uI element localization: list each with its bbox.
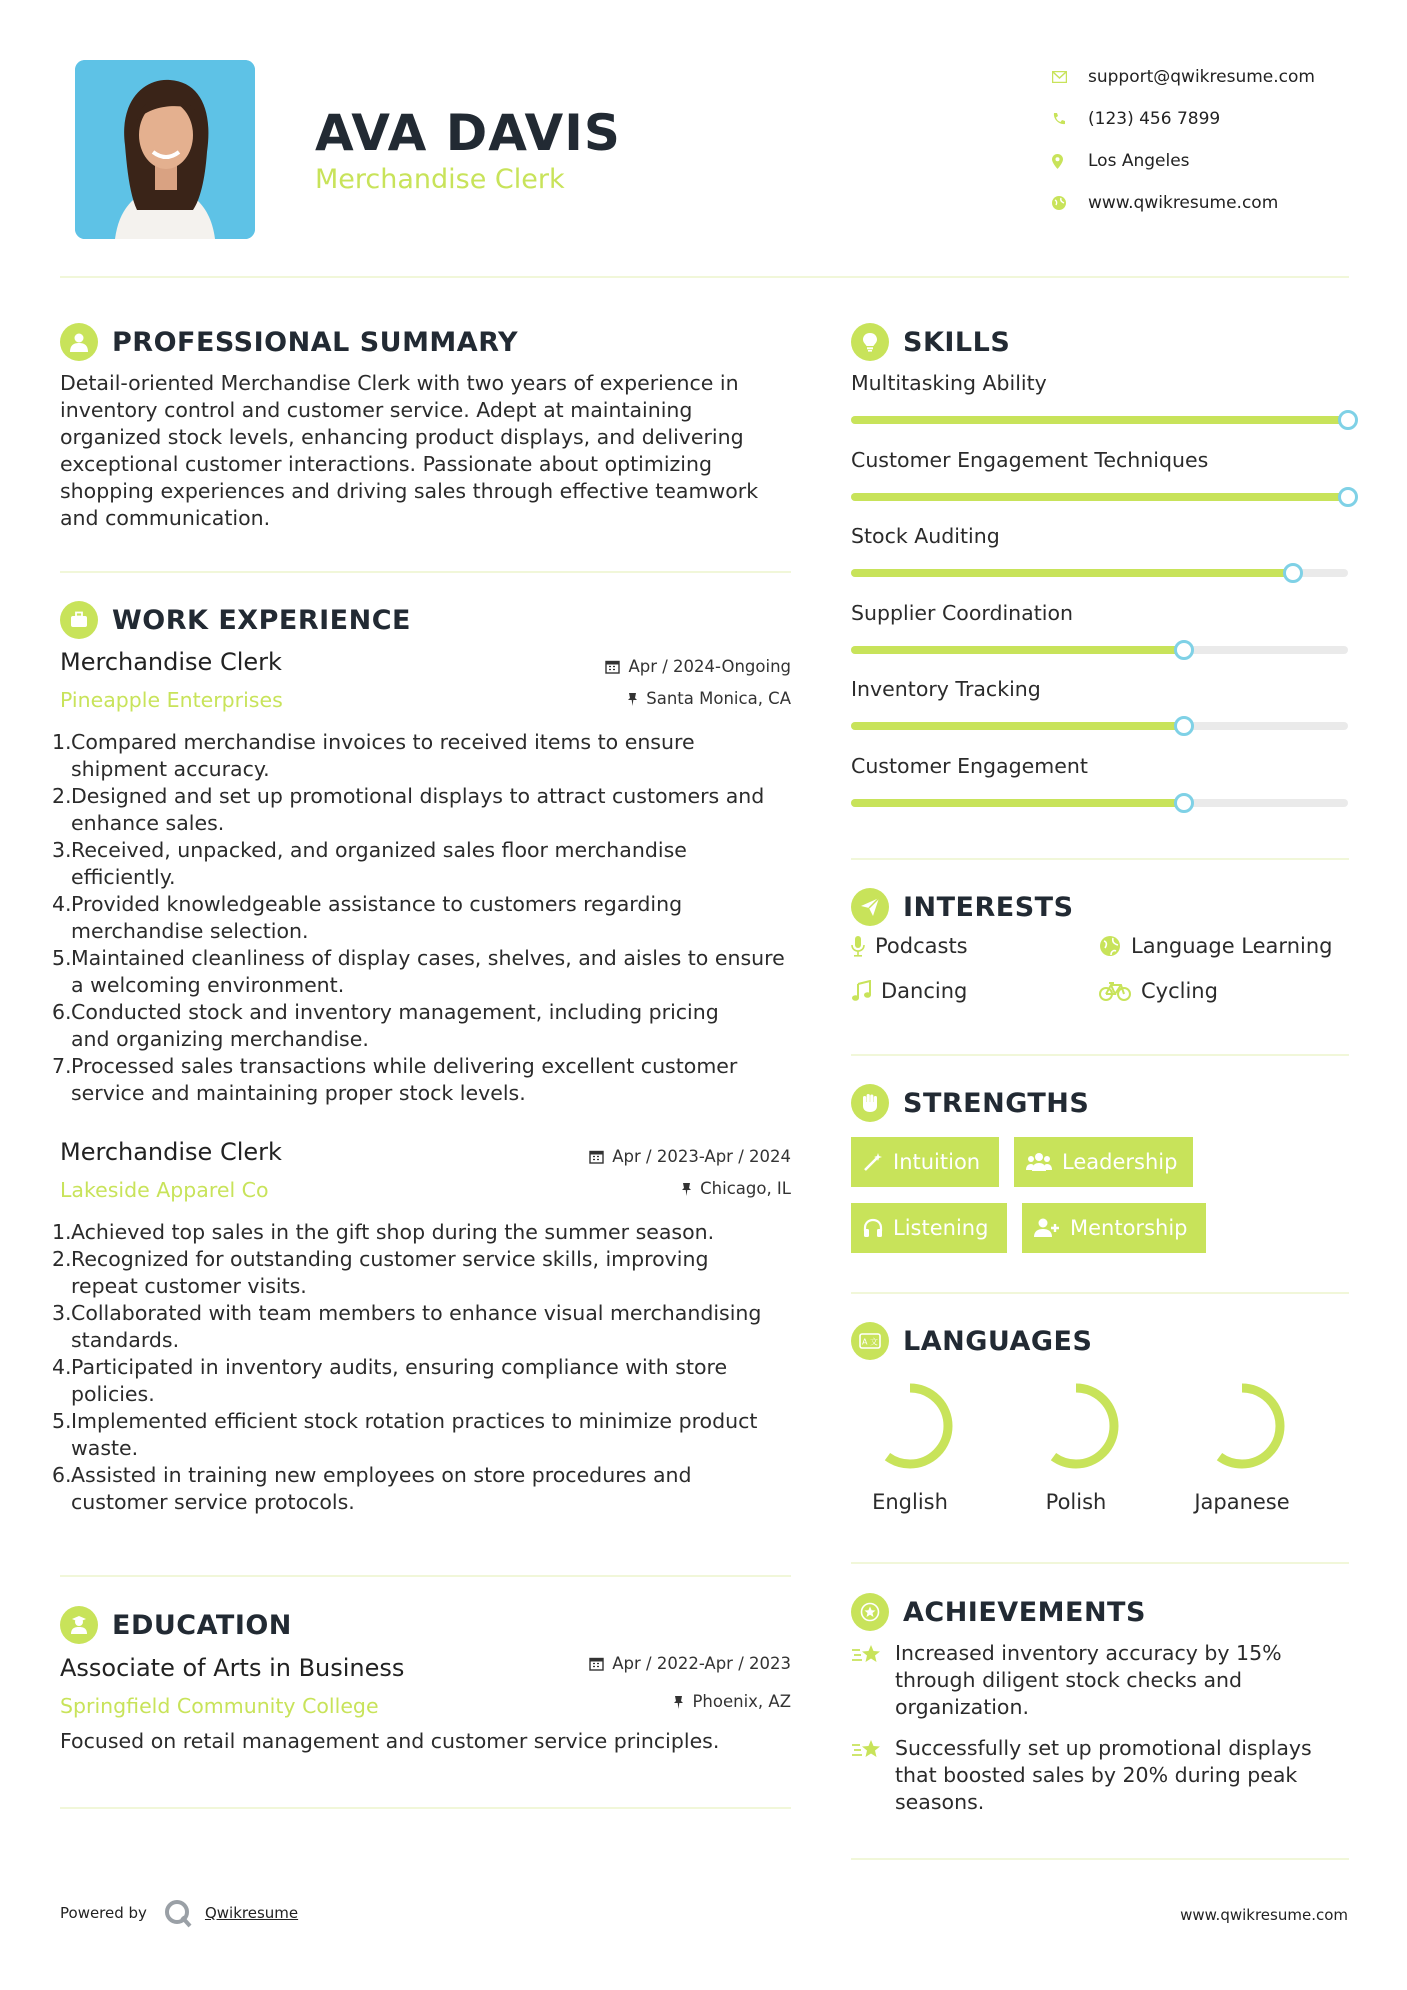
education-title: EDUCATION bbox=[112, 1609, 292, 1641]
list-item: 2. Designed and set up promotional displays to attract customers and enhance sales. bbox=[52, 784, 765, 835]
footer-powered-by bbox=[60, 1898, 298, 1928]
profile-photo bbox=[75, 60, 255, 239]
achievements-heading bbox=[851, 1593, 1146, 1631]
qwikresume-logo-icon bbox=[163, 1898, 193, 1928]
paper-plane-icon bbox=[851, 888, 889, 926]
job-duties bbox=[52, 1219, 792, 1516]
achievement-item bbox=[851, 1735, 1312, 1816]
skill-level-knob bbox=[1338, 410, 1358, 430]
achievement-line: through diligent stock checks and bbox=[895, 1668, 1243, 1692]
list-item: 5. Implemented efficient stock rotation practices to minimize product waste. bbox=[52, 1409, 758, 1460]
user-plus-icon bbox=[1034, 1218, 1060, 1238]
interests-divider bbox=[851, 1054, 1349, 1056]
contact-website-text: www.qwikresume.com bbox=[1088, 193, 1279, 213]
summary-divider bbox=[60, 571, 791, 573]
interests-title: INTERESTS bbox=[903, 891, 1074, 923]
interests-heading bbox=[851, 888, 1074, 926]
education-divider bbox=[60, 1807, 791, 1809]
achievement-line: Increased inventory accuracy by 15% bbox=[895, 1641, 1282, 1665]
contact-list bbox=[1052, 56, 1315, 224]
skill-bar-fill bbox=[851, 416, 1348, 424]
globe-icon bbox=[1099, 935, 1121, 957]
contact-website[interactable] bbox=[1052, 182, 1315, 224]
school-name: Springfield Community College bbox=[60, 1694, 379, 1718]
candidate-name: AVA DAVIS bbox=[315, 104, 621, 162]
language-level-ring bbox=[862, 1378, 958, 1474]
summary-line: organized stock levels, enhancing product displays, and delivering bbox=[60, 425, 744, 449]
summary-line: Detail-oriented Merchandise Clerk with two years of experience in bbox=[60, 371, 739, 395]
job-duties bbox=[52, 729, 792, 1107]
interest-label: Language Learning bbox=[1131, 934, 1333, 958]
strength-label: Mentorship bbox=[1070, 1216, 1188, 1240]
skill-name: Inventory Tracking bbox=[851, 677, 1041, 701]
fist-icon bbox=[851, 1084, 889, 1122]
users-icon bbox=[1026, 1152, 1052, 1172]
shooting-star-icon bbox=[851, 1735, 895, 1816]
education-date bbox=[520, 1654, 791, 1673]
language-level-arc bbox=[1204, 1388, 1280, 1464]
work-divider bbox=[60, 1575, 791, 1577]
magic-wand-icon bbox=[863, 1152, 883, 1172]
job-date-text: Apr / 2023-Apr / 2024 bbox=[612, 1147, 791, 1166]
list-item: 1. Achieved top sales in the gift shop during the summer season. bbox=[52, 1220, 715, 1244]
work-title: WORK EXPERIENCE bbox=[112, 604, 411, 636]
list-item: 7. Processed sales transactions while delivering excellent customer service and maintaining proper stock levels. bbox=[52, 1054, 738, 1105]
list-item: 3. Received, unpacked, and organized sales floor merchandise efficiently. bbox=[52, 838, 687, 889]
language-level-ring bbox=[1028, 1378, 1124, 1474]
interest-cycling bbox=[1099, 979, 1218, 1003]
education-location-text: Phoenix, AZ bbox=[692, 1692, 791, 1711]
candidate-title: Merchandise Clerk bbox=[315, 164, 565, 195]
education-description: Focused on retail management and customer service principles. bbox=[60, 1729, 720, 1753]
contact-phone-text: (123) 456 7899 bbox=[1088, 109, 1221, 129]
achievement-line: organization. bbox=[895, 1695, 1029, 1719]
header-divider bbox=[60, 276, 1349, 278]
education-location bbox=[520, 1692, 791, 1711]
strength-chip bbox=[1022, 1203, 1206, 1253]
interest-label: Podcasts bbox=[875, 934, 968, 958]
strength-chip bbox=[851, 1203, 1007, 1253]
achievement-line: Successfully set up promotional displays bbox=[895, 1736, 1312, 1760]
footer-website[interactable]: www.qwikresume.com bbox=[1180, 1906, 1348, 1924]
job-location bbox=[520, 1179, 791, 1198]
summary-line: exceptional customer interactions. Passionate about optimizing bbox=[60, 452, 712, 476]
skill-name: Supplier Coordination bbox=[851, 600, 1073, 625]
job-location-text: Santa Monica, CA bbox=[646, 689, 791, 708]
achievements-title: ACHIEVEMENTS bbox=[903, 1596, 1146, 1628]
languages-divider bbox=[851, 1562, 1349, 1564]
summary-title: PROFESSIONAL SUMMARY bbox=[112, 326, 519, 358]
interest-label: Dancing bbox=[881, 979, 968, 1003]
interest-podcasts bbox=[851, 934, 968, 958]
phone-icon bbox=[1052, 112, 1088, 126]
summary-line: shopping experiences and driving sales through effective teamwork bbox=[60, 479, 759, 503]
achievement-line: seasons. bbox=[895, 1790, 985, 1814]
list-item: 4. Provided knowledgeable assistance to customers regarding merchandise selection. bbox=[52, 892, 683, 943]
powered-by-text: Powered by bbox=[60, 1904, 147, 1922]
languages-title: LANGUAGES bbox=[903, 1325, 1093, 1357]
strengths-divider bbox=[851, 1292, 1349, 1294]
job-title: Merchandise Clerk bbox=[60, 648, 282, 676]
pin-icon bbox=[681, 1182, 692, 1196]
skill-name: Customer Engagement Techniques bbox=[851, 447, 1209, 472]
skill-bar-fill bbox=[851, 569, 1293, 577]
language-item bbox=[1001, 1378, 1151, 1514]
pin-icon bbox=[673, 1695, 684, 1709]
summary-line: and communication. bbox=[60, 506, 271, 530]
list-item: 6. Assisted in training new employees on store procedures and customer service protocols. bbox=[52, 1463, 692, 1514]
globe-icon bbox=[1052, 196, 1088, 210]
language-icon bbox=[851, 1322, 889, 1360]
work-heading bbox=[60, 601, 411, 639]
language-label: English bbox=[872, 1490, 948, 1514]
strengths-title: STRENGTHS bbox=[903, 1087, 1090, 1119]
list-item: 2. Recognized for outstanding customer service skills, improving repeat customer visits. bbox=[52, 1247, 709, 1298]
degree-title: Associate of Arts in Business bbox=[60, 1654, 405, 1682]
achievement-item bbox=[851, 1640, 1282, 1721]
calendar-icon bbox=[589, 1656, 604, 1671]
list-item: 1. Compared merchandise invoices to received items to ensure shipment accuracy. bbox=[52, 730, 695, 781]
education-heading bbox=[60, 1606, 292, 1644]
skills-title: SKILLS bbox=[903, 326, 1011, 358]
graduate-icon bbox=[60, 1606, 98, 1644]
skill-bar-fill bbox=[851, 493, 1348, 501]
interest-label: Cycling bbox=[1141, 979, 1218, 1003]
briefcase-icon bbox=[60, 601, 98, 639]
calendar-icon bbox=[589, 1149, 604, 1164]
skill-level-knob bbox=[1174, 716, 1194, 736]
interest-language-learning bbox=[1099, 934, 1332, 958]
language-level-ring bbox=[1194, 1378, 1290, 1474]
strength-chip bbox=[851, 1137, 999, 1187]
language-label: Japanese bbox=[1194, 1490, 1290, 1514]
job-company: Lakeside Apparel Co bbox=[60, 1178, 269, 1202]
contact-phone[interactable] bbox=[1052, 98, 1315, 140]
skill-level-knob bbox=[1338, 487, 1358, 507]
pin-icon bbox=[627, 692, 638, 706]
svg-text:A 文: A 文 bbox=[861, 1337, 879, 1347]
education-date-text: Apr / 2022-Apr / 2023 bbox=[612, 1654, 791, 1673]
list-item: 6. Conducted stock and inventory management, including pricing and organizing merchandise. bbox=[52, 1000, 719, 1051]
interest-dancing bbox=[851, 979, 967, 1003]
summary-line: inventory control and customer service. Adept at maintaining bbox=[60, 398, 693, 422]
skills-heading bbox=[851, 323, 1010, 361]
list-item: 5. Maintained cleanliness of display cases, shelves, and aisles to ensure a welcoming environment. bbox=[52, 946, 785, 997]
achievement-line: that boosted sales by 20% during peak bbox=[895, 1763, 1298, 1787]
microphone-icon bbox=[851, 935, 865, 957]
bicycle-icon bbox=[1099, 981, 1131, 1001]
skill-bar-fill bbox=[851, 722, 1184, 730]
job-date-text: Apr / 2024-Ongoing bbox=[628, 657, 791, 676]
job-title: Merchandise Clerk bbox=[60, 1138, 282, 1166]
skill-name: Stock Auditing bbox=[851, 524, 1000, 548]
achievements-divider bbox=[851, 1858, 1349, 1860]
skill-level-knob bbox=[1174, 793, 1194, 813]
map-marker-icon bbox=[1052, 154, 1088, 169]
contact-location-text: Los Angeles bbox=[1088, 151, 1190, 171]
skill-level-knob bbox=[1283, 563, 1303, 583]
skill-level-knob bbox=[1174, 640, 1194, 660]
job-company: Pineapple Enterprises bbox=[60, 688, 283, 712]
qwikresume-link[interactable]: Qwikresume bbox=[204, 1904, 299, 1922]
summary-text bbox=[60, 370, 758, 532]
job-location bbox=[520, 689, 791, 708]
star-badge-icon bbox=[851, 1593, 889, 1631]
language-item bbox=[835, 1378, 985, 1514]
language-level-arc bbox=[1038, 1388, 1114, 1464]
language-level-arc bbox=[872, 1388, 948, 1464]
shooting-star-icon bbox=[851, 1640, 895, 1721]
language-item bbox=[1167, 1378, 1317, 1514]
strength-label: Leadership bbox=[1062, 1150, 1178, 1174]
contact-location bbox=[1052, 140, 1315, 182]
contact-email[interactable] bbox=[1052, 56, 1315, 98]
list-item: 4. Participated in inventory audits, ensuring compliance with store policies. bbox=[52, 1355, 728, 1406]
contact-email-text: support@qwikresume.com bbox=[1088, 67, 1315, 87]
skill-bar-fill bbox=[851, 646, 1184, 654]
strengths-heading bbox=[851, 1084, 1089, 1122]
language-label: Polish bbox=[1045, 1490, 1107, 1514]
skill-name: Multitasking Ability bbox=[851, 371, 1047, 395]
strength-label: Intuition bbox=[893, 1150, 981, 1174]
music-note-icon bbox=[851, 980, 871, 1002]
summary-heading bbox=[60, 323, 518, 361]
user-icon bbox=[60, 323, 98, 361]
strength-label: Listening bbox=[893, 1216, 989, 1240]
job-date bbox=[520, 1147, 791, 1166]
skill-bar-fill bbox=[851, 799, 1184, 807]
strength-chip bbox=[1014, 1137, 1193, 1187]
languages-heading bbox=[851, 1322, 1092, 1360]
skill-name: Customer Engagement bbox=[851, 753, 1088, 778]
headphones-icon bbox=[863, 1218, 883, 1238]
job-location-text: Chicago, IL bbox=[700, 1179, 791, 1198]
calendar-icon bbox=[605, 659, 620, 674]
list-item: 3. Collaborated with team members to enhance visual merchandising standards. bbox=[52, 1301, 762, 1352]
job-date bbox=[520, 657, 791, 676]
skills-divider bbox=[851, 858, 1349, 860]
envelope-icon bbox=[1052, 71, 1088, 83]
lightbulb-icon bbox=[851, 323, 889, 361]
